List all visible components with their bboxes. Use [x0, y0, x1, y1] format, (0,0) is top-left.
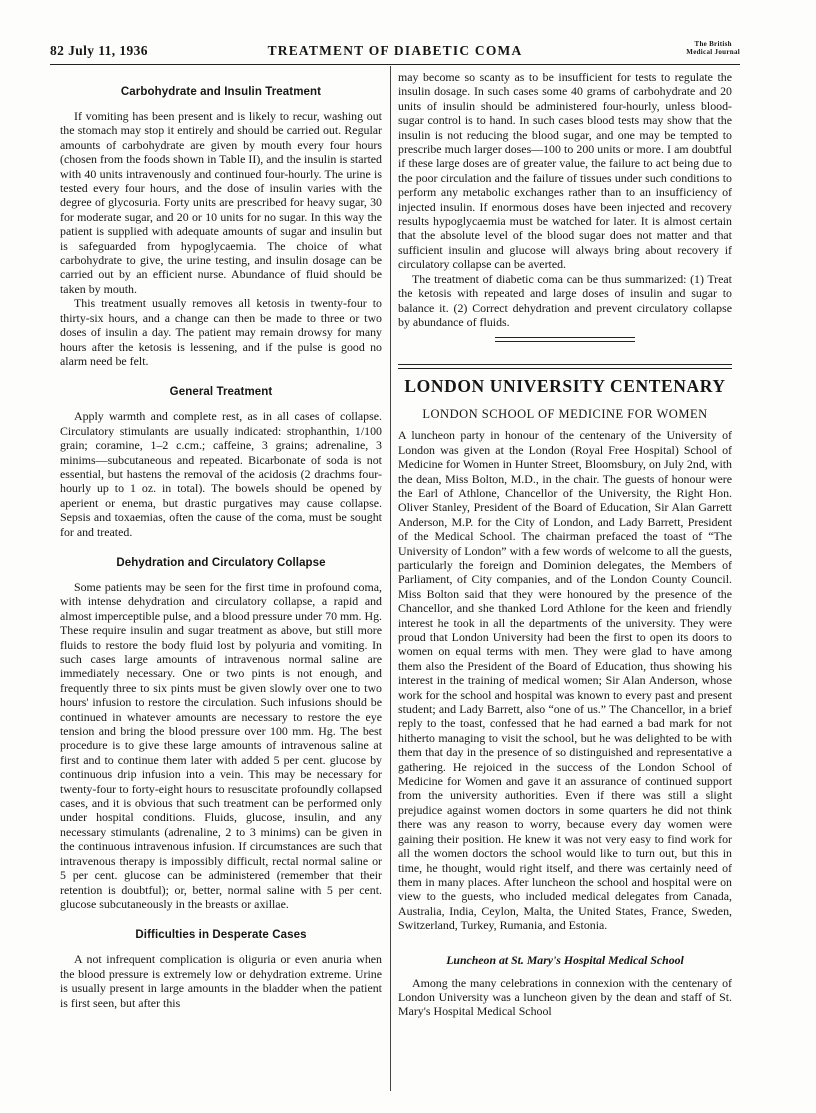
- journal-line-2: Medical Journal: [686, 48, 740, 56]
- right-column: [398, 70, 732, 1019]
- paragraph: The treatment of diabetic coma can be thus summarized: (1) Treat the ketosis with repeated and large doses of insulin and sugar to balance it. (2) Correct dehydration and prevent circulatory collapse by abundance of fluids.: [398, 271, 732, 329]
- section-heading-carbohydrate-insulin: Carbohydrate and Insulin Treatment: [120, 86, 322, 98]
- article-separator-rule: [398, 364, 732, 369]
- article-subheading-school-medicine-women: LONDON SCHOOL OF MEDICINE FOR WOMEN: [422, 407, 708, 422]
- paragraph: If vomiting has been present and is likely to recur, washing out the stomach may stop it entirely and should be carried out. Regular amounts of carbohydrate are given by mouth every four hours (chosen from the foods shown in Table II), and the insulin is started with 40 units intravenously and continued four-hourly. The urine is tested every four hours, and the dose of insulin varies with the degree of glycosuria. Forty units are prescribed for heavy sugar, 30 for moderate sugar, and 20 or 10 units for no sugar. In this way the patient is supplied with adequate amounts of sugar and insulin but is safeguarded from hypoglycaemia. The choice of what carbohydrate to give, the urine testing, and insulin dosage can be carried out by an efficient nurse. Abundance of fluid should be taken by mouth.: [60, 109, 382, 296]
- section-heading-general-treatment: General Treatment: [169, 386, 273, 399]
- paragraph: This treatment usually removes all ketosis in twenty-four to thirty-six hours, and a change can then be made to three or two doses of insulin a day. The patient may remain drowsy for many hours after the ketosis is lessening, and if the pulse is good no alarm need be felt.: [60, 296, 382, 368]
- paragraph: Some patients may be seen for the first time in profound coma, with intense dehydration and circulatory collapse, a rapid and almost imperceptible pulse, and a blood pressure under 70 mm. Hg. These require insulin and sugar treatment as above, but still more fluids to restore the body fluid lost by polyuria and vomiting. In such cases large amounts of intravenous normal saline are immediately necessary. One or two pints is not enough, and frequently three to six pints must be given slowly over one to two hours' infusion to restore the circulation. Such infusions should be continued in whatever amounts are necessary to restore the eye tension and bring the blood pressure over 100 mm. Hg. The best procedure is to give these large amounts of intravenous saline at first and to continue them later with added 5 per cent. glucose by continuous drip infusion into a vein. This may be necessary for twenty-four to forty-eight hours to resuscitate profoundly collapsed cases, and it is obvious that such treatment can be performed only under hospital conditions. Fluids, glucose, insulin, and any necessary stimulants (adrenaline, 2 to 3 minims) can be given in the continuous intravenous infusion. If circumstances are such that intravenous therapy is impossibly difficult, rectal normal saline or 5 per cent. glucose can be administered (remember that their retention is doubtful); or, better, normal saline with 5 per cent. glucose subcutaneously in the breasts or axillae.: [60, 579, 382, 911]
- page-header: [50, 40, 740, 65]
- running-title: TREATMENT OF DIABETIC COMA: [267, 43, 523, 58]
- section-heading-difficulties: Difficulties in Desperate Cases: [135, 929, 307, 942]
- paragraph: A luncheon party in honour of the centenary of the University of London was given at the London (Royal Free Hospital) School of Medicine for Women in Hunter Street, Bloomsbury, on July 2nd, with the dean, Miss Bolton, M.D., in the chair. The guests of honour were the Earl of Athlone, Chancellor of the University, the Right Hon. Oliver Stanley, President of the Board of Education, Sir Alan Garrett Anderson, M.P. for the City of London, and Lady Barrett, President of the Medical School. The chairman prefaced the toast of “The University of London” with a few words of welcome to all the guests, particularly the foreign and Dominion delegates, the Members of Parliament, of City companies, and of the London County Council. Miss Bolton said that they were honoured by the presence of the Chancellor, and she thanked Lord Athlone for the keen and friendly interest he took in all the departments of the university. They were proud that London University had been the first to open its doors to women on equal terms with men. They were glad to have among them also the President of the Board of Education, thus showing his interest in the training of medical women; Sir Alan Anderson, whose work for the school and hospital was known to every past and present student; and Lady Barrett, also “one of us.” The Chancellor, in a brief reply to the toast, confessed that he had earned a bad mark for not hitherto managing to visit the school, but he was delighted to be with them that day in the presence of so distinguished and representative a gathering. He rejoiced in the success of the London School of Medicine for Women and gave it an assurance of continued support from the university authorities. Even if there was still a slight prejudice against women doctors in some quarters he did not think there was any reason to worry, because every day women were gaining their position. He knew it was not very easy to find work for all the women doctors the school would like to turn out, but this in time, he thought, would right itself, and there was certainly need of them in many places. After luncheon the school and hospital were on view to the guests, who included medical delegates from Canada, Australia, India, Ceylon, Malta, the United States, France, Sweden, Switzerland, Turkey, Rumania, and Estonia.: [398, 428, 732, 933]
- left-column: [60, 74, 382, 1010]
- journal-mark: [686, 40, 740, 56]
- paragraph: Apply warmth and complete rest, as in all cases of collapse. Circulatory stimulants are usually indicated: strophanthin, 1/100 grain; coramine, 1–2 c.cm.; caffeine, 3 grains; adrenaline, 3 minims—subcutaneous and repeated. Bicarbonate of soda is not essential, but hastens the removal of the acidosis (2 drachms four-hourly up to 1 oz. in total). The bowels should be opened by aperient or enema, but drastic purgatives may cause collapse. Sepsis and toxaemias, often the cause of the coma, must be sought for and treated.: [60, 409, 382, 539]
- column-divider: [390, 66, 391, 1091]
- journal-line-1: The British: [694, 40, 732, 48]
- section-separator-rule: [495, 337, 635, 342]
- paragraph: may become so scanty as to be insufficient for tests to regulate the insulin dosage. In such cases some 40 grams of carbohydrate and 20 units of insulin should be administered four-hourly, unless blood-sugar control is to hand. In such cases blood tests may show that the insulin is not reducing the blood sugar, and one may be tempted to prescribe much larger doses—100 to 200 units or more. I am doubtful if these large doses are of greater value, the failure to act being due to the poor circulation and the failure of tissues under such conditions to perform any metabolic exchanges rather than to an insufficiency of injected insulin. If enormous doses have been injected and recovery results hypoglycaemia must be watched for later. It is almost certain that the absolute level of the blood sugar does not matter and that sufficient insulin and glucose will always bring about recovery if circulatory collapse can be averted.: [398, 70, 732, 272]
- section-heading-dehydration: Dehydration and Circulatory Collapse: [116, 556, 326, 569]
- page-number-date: 82 July 11, 1936: [50, 43, 148, 58]
- section-heading-st-marys: Luncheon at St. Mary's Hospital Medical School: [446, 952, 684, 967]
- paragraph: A not infrequent complication is oliguria or even anuria when the blood pressure is extremely low or dehydration extreme. Urine is usually present in large amounts in the bladder when the patient is first seen, but after this: [60, 952, 382, 1010]
- article-heading-london-university: LONDON UNIVERSITY CENTENARY: [404, 376, 726, 397]
- paragraph: Among the many celebrations in connexion with the centenary of London University was a luncheon given by the dean and staff of St. Mary's Hospital Medical School: [398, 975, 732, 1019]
